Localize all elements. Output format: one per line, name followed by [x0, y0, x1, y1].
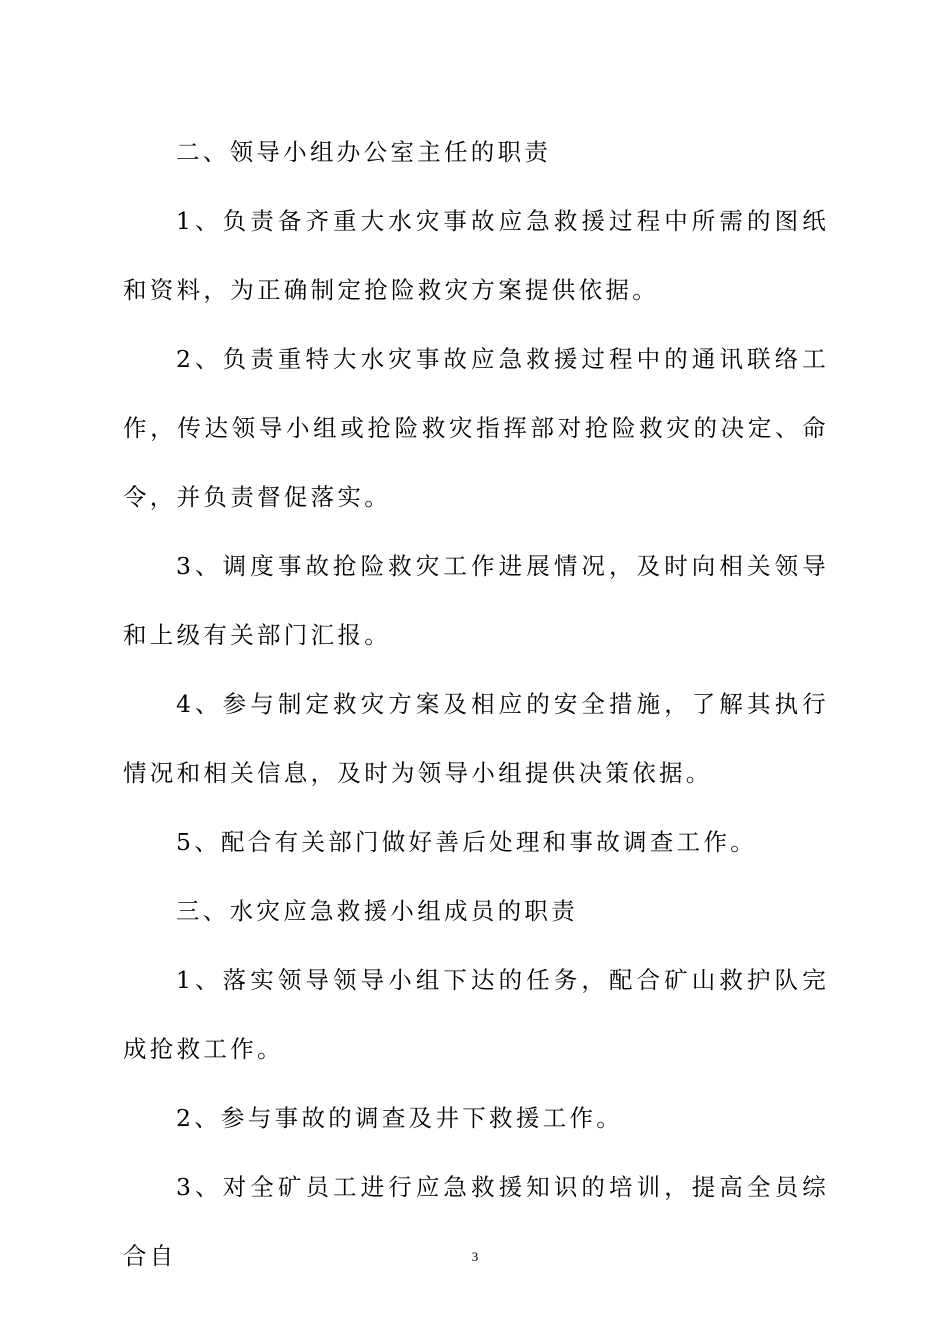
page-number: 3 [471, 1249, 479, 1264]
paragraph-member-item-2: 2、参与事故的调查及井下救援工作。 [176, 1104, 624, 1132]
paragraph-item-1: 1、负责备齐重大水灾事故应急救援过程中所需的图纸和资料，为正确制定抢险救灾方案提供依据。 [123, 207, 829, 304]
paragraph-member-item-3: 3、对全矿员工进行应急救援知识的培训，提高全员综合自 [123, 1173, 829, 1270]
section-heading-team-member-duties: 三、水灾应急救援小组成员的职责 [176, 897, 578, 925]
document-body [123, 118, 829, 1291]
paragraph-item-4: 4、参与制定救灾方案及相应的安全措施，了解其执行情况和相关信息，及时为领导小组提供决策依据。 [123, 690, 829, 787]
paragraph-item-3: 3、调度事故抢险救灾工作进展情况，及时向相关领导和上级有关部门汇报。 [123, 552, 829, 649]
paragraph-item-2: 2、负责重特大水灾事故应急救援过程中的通讯联络工作，传达领导小组或抢险救灾指挥部对抢险救灾的决定、命令，并负责督促落实。 [123, 345, 829, 511]
section-heading-office-director-duties: 二、领导小组办公室主任的职责 [176, 138, 552, 166]
paragraph-member-item-1: 1、落实领导领导小组下达的任务，配合矿山救护队完成抢救工作。 [123, 966, 829, 1063]
paragraph-item-5: 5、配合有关部门做好善后处理和事故调查工作。 [176, 828, 758, 856]
